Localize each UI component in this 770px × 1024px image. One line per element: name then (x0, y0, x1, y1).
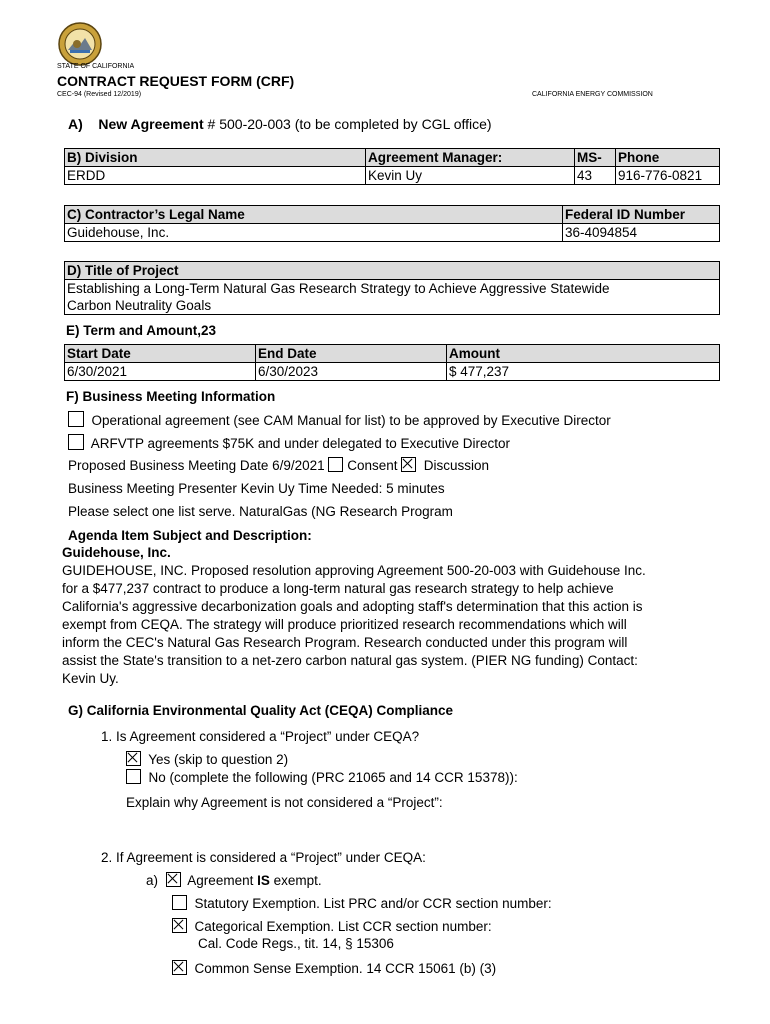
statutory-option (172, 895, 552, 912)
agenda-subject: Guidehouse, Inc. (62, 545, 171, 560)
amount-header: Amount (447, 345, 720, 363)
proposed-date: Proposed Business Meeting Date 6/9/2021 (68, 458, 325, 473)
q1-no-label: No (complete the following (PRC 21065 and 14 CCR 15378)): (148, 770, 518, 785)
form-id: CEC-94 (Revised 12/2019) (57, 91, 142, 98)
q1-no-checkbox[interactable] (126, 769, 141, 784)
statutory-label: Statutory Exemption. List PRC and/or CCR section number: (194, 896, 552, 911)
description-line: Kevin Uy. (62, 671, 119, 686)
agenda-heading: Agenda Item Subject and Description: (68, 528, 312, 543)
q1-yes-label: Yes (skip to question 2) (148, 752, 289, 767)
operational-checkbox[interactable] (68, 411, 84, 427)
term-amount-heading: E) Term and Amount,23 (66, 323, 217, 338)
categorical-checkbox[interactable] (172, 918, 187, 933)
section-a-hash: # (207, 116, 216, 132)
discussion-label: Discussion (423, 458, 490, 473)
description-line: inform the CEC's Natural Gas Research Program. Research conducted under this program will (62, 635, 628, 650)
operational-label: Operational agreement (see CAM Manual for list) to be approved by Executive Director (91, 413, 611, 428)
project-title-line-1: Establishing a Long-Term Natural Gas Research Strategy to Achieve Aggressive Statewide (67, 281, 610, 296)
common-sense-label: Common Sense Exemption. 14 CCR 15061 (b) (3) (194, 961, 497, 976)
section-a (68, 116, 492, 133)
q1-no-option (126, 769, 518, 786)
section-a-label: A) (68, 116, 83, 132)
term-table (64, 344, 720, 381)
ms-value[interactable]: 43 (575, 167, 616, 185)
agreement-number[interactable]: 500-20-003 (to be completed by CGL office) (219, 116, 492, 132)
description-line: GUIDEHOUSE, INC. Proposed resolution approving Agreement 500-20-003 with Guidehouse Inc. (62, 563, 646, 578)
division-value[interactable]: ERDD (65, 167, 366, 185)
categorical-option (172, 918, 492, 935)
agency-label: CALIFORNIA ENERGY COMMISSION (532, 91, 653, 98)
section-a-title: New Agreement (98, 116, 204, 132)
business-meeting-heading: F) Business Meeting Information (66, 389, 276, 404)
form-title: CONTRACT REQUEST FORM (CRF) (57, 73, 295, 89)
project-title-value[interactable] (65, 280, 720, 315)
phone-value[interactable]: 916-776-0821 (616, 167, 720, 185)
consent-label: Consent (347, 458, 398, 473)
phone-header: Phone (616, 149, 720, 167)
project-title-line-2: Carbon Neutrality Goals (67, 298, 212, 313)
q1-yes-checkbox[interactable] (126, 751, 141, 766)
contractor-name-value[interactable]: Guidehouse, Inc. (65, 224, 563, 242)
division-header: B) Division (65, 149, 366, 167)
exempt-pre: Agreement (187, 873, 258, 888)
federal-id-value[interactable]: 36-4094854 (563, 224, 720, 242)
start-date-header: Start Date (65, 345, 256, 363)
presenter-row: Business Meeting Presenter Kevin Uy Time Needed: 5 minutes (68, 481, 445, 496)
project-title-header: D) Title of Project (65, 262, 720, 280)
categorical-label: Categorical Exemption. List CCR section number: (194, 919, 492, 934)
exempt-post: exempt. (269, 873, 322, 888)
amount-value[interactable]: $ 477,237 (447, 363, 720, 381)
exempt-checkbox[interactable] (166, 872, 181, 887)
description-line: California's aggressive decarbonization goals and adopting staff's determination that this action is (62, 599, 643, 614)
description-line: exempt from CEQA. The strategy will produce prioritized research recommendations which will (62, 617, 627, 632)
q1-explain: Explain why Agreement is not considered a “Project”: (126, 795, 443, 810)
end-date-header: End Date (256, 345, 447, 363)
common-sense-option (172, 960, 496, 977)
ceqa-heading: G) California Environmental Quality Act (CEQA) Compliance (68, 703, 454, 718)
q2a-row (146, 872, 322, 889)
categorical-reference: Cal. Code Regs., tit. 14, § 15306 (198, 936, 394, 951)
project-title-table (64, 261, 720, 315)
consent-checkbox[interactable] (328, 457, 343, 472)
end-date-value[interactable]: 6/30/2023 (256, 363, 447, 381)
division-table (64, 148, 720, 185)
federal-id-header: Federal ID Number (563, 206, 720, 224)
contractor-name-header: C) Contractor’s Legal Name (65, 206, 563, 224)
manager-header: Agreement Manager: (366, 149, 575, 167)
statutory-checkbox[interactable] (172, 895, 187, 910)
california-seal-logo (58, 22, 102, 66)
question-2: 2. If Agreement is considered a “Project” under CEQA: (101, 850, 426, 865)
ms-header: MS- (575, 149, 616, 167)
agenda-description (62, 562, 722, 688)
start-date-value[interactable]: 6/30/2021 (65, 363, 256, 381)
question-1: 1. Is Agreement considered a “Project” under CEQA? (101, 729, 420, 744)
contractor-table (64, 205, 720, 242)
common-sense-checkbox[interactable] (172, 960, 187, 975)
operational-option (68, 411, 611, 429)
arfvtp-option (68, 434, 510, 452)
description-line: assist the State's transition to a net-zero carbon natural gas system. (PIER NG funding) Contact: (62, 653, 638, 668)
manager-value[interactable]: Kevin Uy (366, 167, 575, 185)
proposed-date-row (68, 457, 489, 474)
description-line: for a $477,237 contract to produce a long-term natural gas research strategy to help achieve (62, 581, 614, 596)
q2a-label: a) (146, 873, 159, 888)
exempt-is: IS (257, 873, 270, 888)
listserve-row: Please select one list serve. NaturalGas (NG Research Program (68, 504, 453, 519)
state-label: STATE OF CALIFORNIA (57, 63, 135, 70)
discussion-checkbox[interactable] (401, 457, 416, 472)
arfvtp-label: ARFVTP agreements $75K and under delegated to Executive Director (90, 436, 511, 451)
arfvtp-checkbox[interactable] (68, 434, 84, 450)
q1-yes-option (126, 751, 288, 768)
